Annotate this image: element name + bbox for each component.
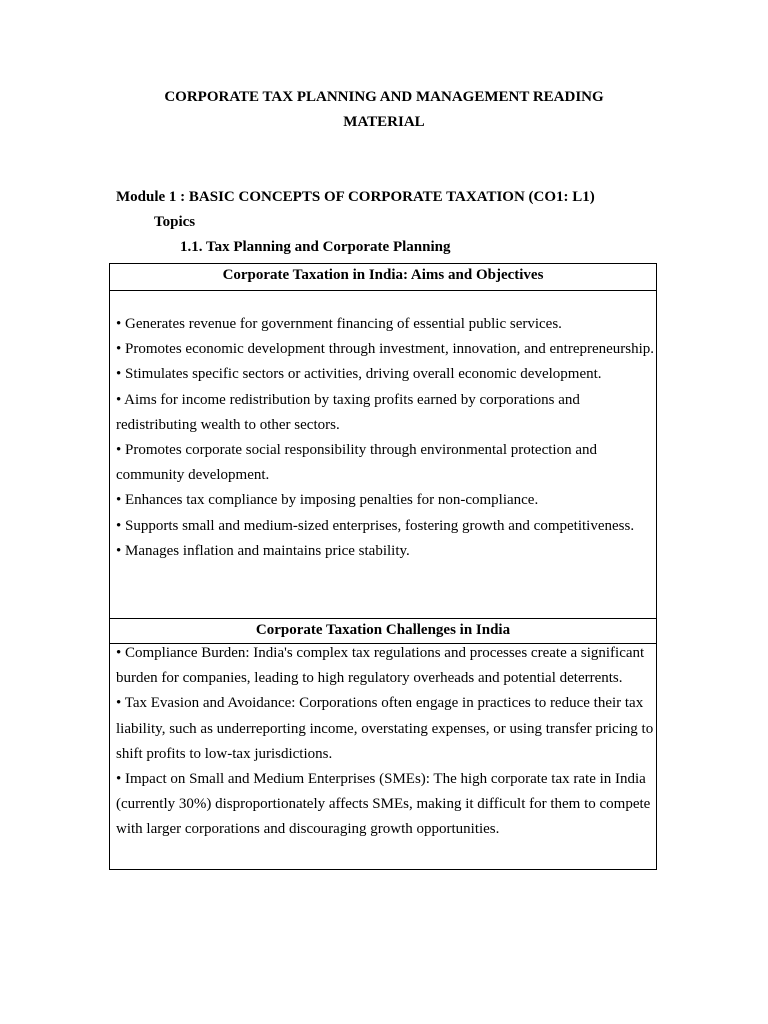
list-item: • Generates revenue for government financing of essential public services. xyxy=(116,316,562,332)
list-item: • Promotes corporate social responsibility through environmental protection and community development. xyxy=(116,442,597,484)
document-title-line2: MATERIAL xyxy=(343,114,425,130)
list-item: • Enhances tax compliance by imposing penalties for non-compliance. xyxy=(116,492,539,509)
list-item: • Aims for income redistribution by taxing profits earned by corporations and redistributing wealth to other sectors. xyxy=(116,391,580,433)
module-heading: Module 1 : BASIC CONCEPTS OF CORPORATE TAXATION (CO1: L1) xyxy=(116,189,595,205)
list-item: • Impact on Small and Medium Enterprises (SMEs): The high corporate tax rate in India (currently 30%) disproportionately affects SMEs, making it difficult for them to compete with larger corporations and discouraging growth opportunities. xyxy=(116,771,651,838)
content-table xyxy=(109,263,657,870)
topics-label: Topics xyxy=(154,214,196,230)
list-item: • Manages inflation and maintains price stability. xyxy=(116,542,410,559)
list-item: • Compliance Burden: India's complex tax regulations and processes create a significant burden for companies, leading to high regulatory overheads and potential deterrents. xyxy=(116,645,645,687)
challenges-list xyxy=(116,641,658,843)
document-title-line1: CORPORATE TAX PLANNING AND MANAGEMENT READING xyxy=(164,89,604,105)
section-heading: 1.1. Tax Planning and Corporate Planning xyxy=(180,239,451,255)
list-item: • Tax Evasion and Avoidance: Corporations often engage in practices to reduce their tax liability, such as underreporting income, overstating expenses, or using transfer pricing to shift profits to low-tax jurisdictions. xyxy=(116,695,654,762)
list-item: • Supports small and medium-sized enterprises, fostering growth and competitiveness. xyxy=(116,517,635,534)
list-item: • Promotes economic development through investment, innovation, and entrepreneurship. xyxy=(116,341,655,358)
table-section-title-aims: Corporate Taxation in India: Aims and Objectives xyxy=(110,264,656,291)
table-section-title-challenges: Corporate Taxation Challenges in India xyxy=(110,618,656,644)
aims-list xyxy=(116,312,658,564)
list-item: • Stimulates specific sectors or activities, driving overall economic development. xyxy=(116,366,602,383)
